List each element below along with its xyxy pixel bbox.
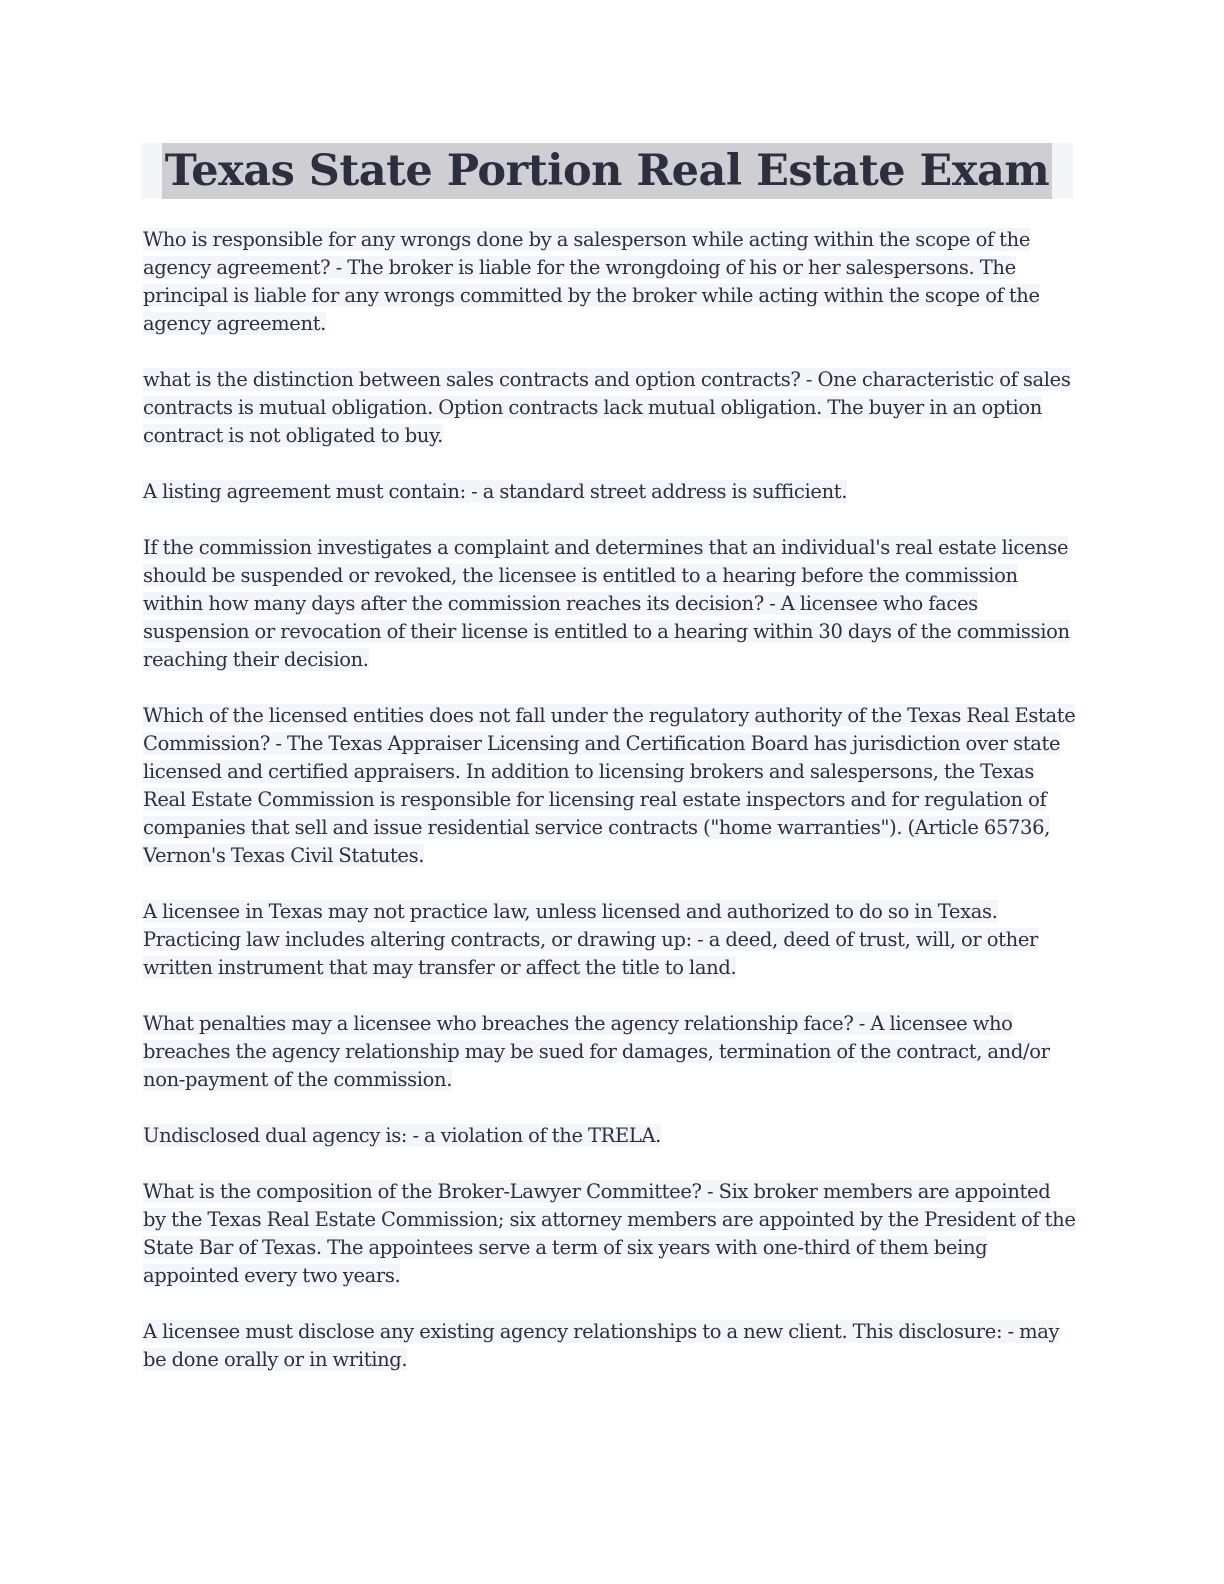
qa-text-9: What is the composition of the Broker-Lawyer Committee? - Six broker members are appointed by the Texas Real Estate Commission; six attorney members are appointed by the President of the State Bar of Texas. The appointees serve a term of six years with one-third of them being appointed every two years. <box>143 1180 1076 1287</box>
qa-paragraph-6 <box>143 898 1078 982</box>
qa-text-10: A licensee must disclose any existing agency relationships to a new client. This disclosure: - may be done orally or in writing. <box>143 1320 1060 1371</box>
qa-paragraph-4 <box>143 534 1078 674</box>
qa-text-8: Undisclosed dual agency is: - a violation of the TRELA. <box>143 1124 662 1147</box>
qa-text-6: A licensee in Texas may not practice law, unless licensed and authorized to do so in Texas. Practicing law includes altering contracts, or drawing up: - a deed, deed of trust, will, or other written instrument that may transfer or affect the title to land. <box>143 900 1038 979</box>
qa-paragraph-8 <box>143 1122 1078 1150</box>
qa-paragraph-7 <box>143 1010 1078 1094</box>
title-band <box>141 143 1073 199</box>
qa-paragraph-9 <box>143 1178 1078 1290</box>
qa-text-5: Which of the licensed entities does not fall under the regulatory authority of the Texas Real Estate Commission? - The Texas Appraiser Licensing and Certification Board has jurisdiction over state licensed and certified appraisers. In addition to licensing brokers and salespersons, the Texas Real Estate Commission is responsible for licensing real estate inspectors and for regulation of companies that sell and issue residential service contracts ("home warranties"). (Article 65736, Vernon's Texas Civil Statutes. <box>143 704 1076 867</box>
qa-paragraph-2 <box>143 366 1078 450</box>
qa-paragraph-10 <box>143 1318 1078 1374</box>
document-title: Texas State Portion Real Estate Exam <box>162 143 1053 199</box>
qa-paragraph-3 <box>143 478 1078 506</box>
qa-text-1: Who is responsible for any wrongs done by a salesperson while acting within the scope of the agency agreement? - The broker is liable for the wrongdoing of his or her salespersons. The principal is liable for any wrongs committed by the broker while acting within the scope of the agency agreement. <box>143 228 1040 335</box>
qa-text-7: What penalties may a licensee who breaches the agency relationship face? - A licensee who breaches the agency relationship may be sued for damages, termination of the contract, and/or non-payment of the commission. <box>143 1012 1050 1091</box>
qa-paragraph-5 <box>143 702 1078 870</box>
qa-paragraph-1 <box>143 226 1078 338</box>
qa-text-2: what is the distinction between sales contracts and option contracts? - One characteristic of sales contracts is mutual obligation. Option contracts lack mutual obligation. The buyer in an option contract is not obligated to buy. <box>143 368 1071 447</box>
document-body <box>143 226 1078 1402</box>
qa-text-3: A listing agreement must contain: - a standard street address is sufficient. <box>143 480 848 503</box>
qa-text-4: If the commission investigates a complaint and determines that an individual's real estate license should be suspended or revoked, the licensee is entitled to a hearing before the commission within how many days after the commission reaches its decision? - A licensee who faces suspension or revocation of their license is entitled to a hearing within 30 days of the commission reaching their decision. <box>143 536 1070 671</box>
